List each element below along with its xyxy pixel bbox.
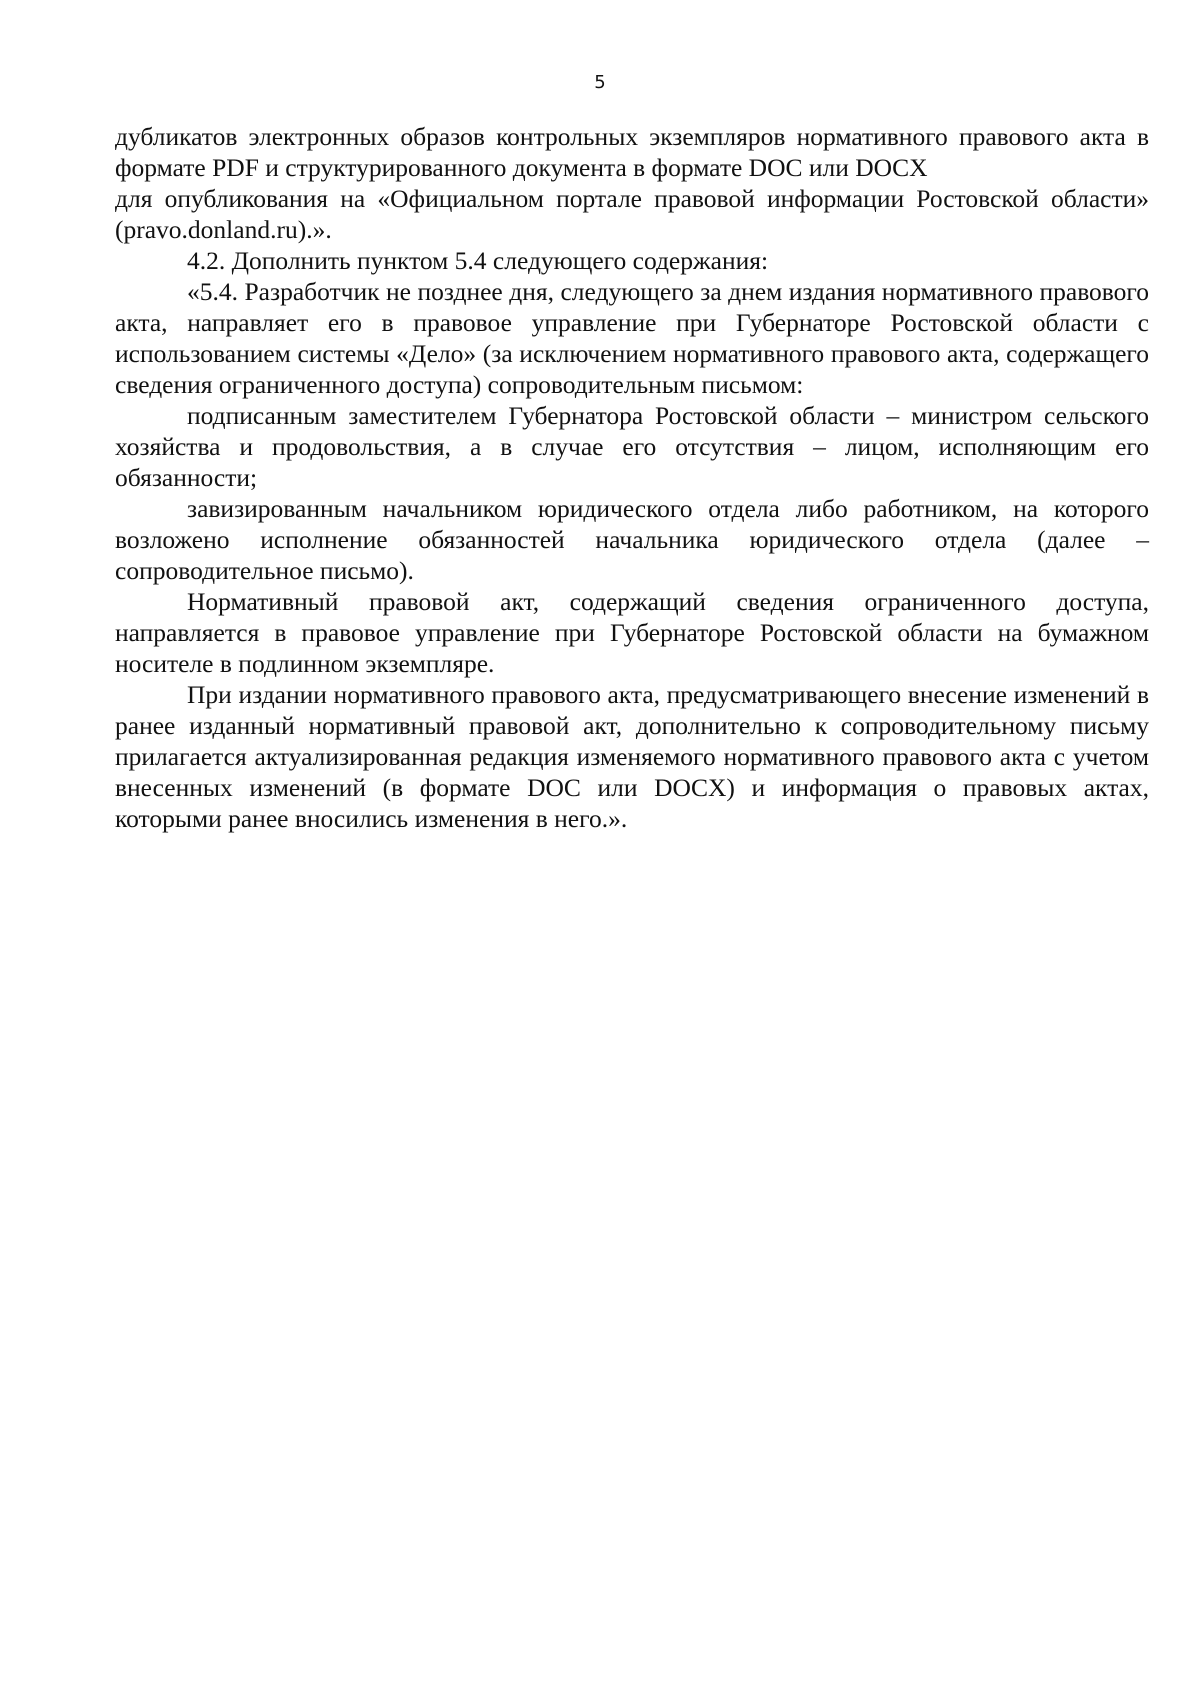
paragraph-2: для опубликования на «Официальном портале правовой информации Ростовской области» (pravo.donland.ru).».: [115, 184, 1149, 244]
paragraph-4: «5.4. Разработчик не позднее дня, следующего за днем издания нормативного правового акта, направляет его в правовое управление при Губернаторе Ростовской области с использованием системы «Дело» (за исключением нормативного правового акта, содержащего сведения ограниченного доступа) сопроводительным письмом:: [115, 277, 1149, 399]
paragraph-5: подписанным заместителем Губернатора Ростовской области – министром сельского хозяйства и продовольствия, а в случае его отсутствия – лицом, исполняющим его обязанности;: [115, 401, 1149, 492]
page-number: 5: [594, 72, 606, 93]
paragraph-6: завизированным начальником юридического отдела либо работником, на которого возложено исполнение обязанностей начальника юридического отдела (далее – сопроводительное письмо).: [115, 494, 1149, 585]
paragraph-8: При издании нормативного правового акта, предусматривающего внесение изменений в ранее изданный нормативный правовой акт, дополнительно к сопроводительному письму прилагается актуализированная редакция изменяемого нормативного правового акта с учетом внесенных изменений (в формате DOC или DOCX) и информация о правовых актах, которыми ранее вносились изменения в него.».: [115, 680, 1149, 833]
paragraph-7: Нормативный правовой акт, содержащий сведения ограниченного доступа, направляется в правовое управление при Губернаторе Ростовской области на бумажном носителе в подлинном экземпляре.: [115, 587, 1149, 678]
document-body: [115, 121, 1149, 834]
paragraph-1: дубликатов электронных образов контрольных экземпляров нормативного правового акта в формате PDF и структурированного документа в формате DOC или DOCX: [115, 122, 1149, 182]
paragraph-3: 4.2. Дополнить пунктом 5.4 следующего содержания:: [187, 246, 769, 275]
